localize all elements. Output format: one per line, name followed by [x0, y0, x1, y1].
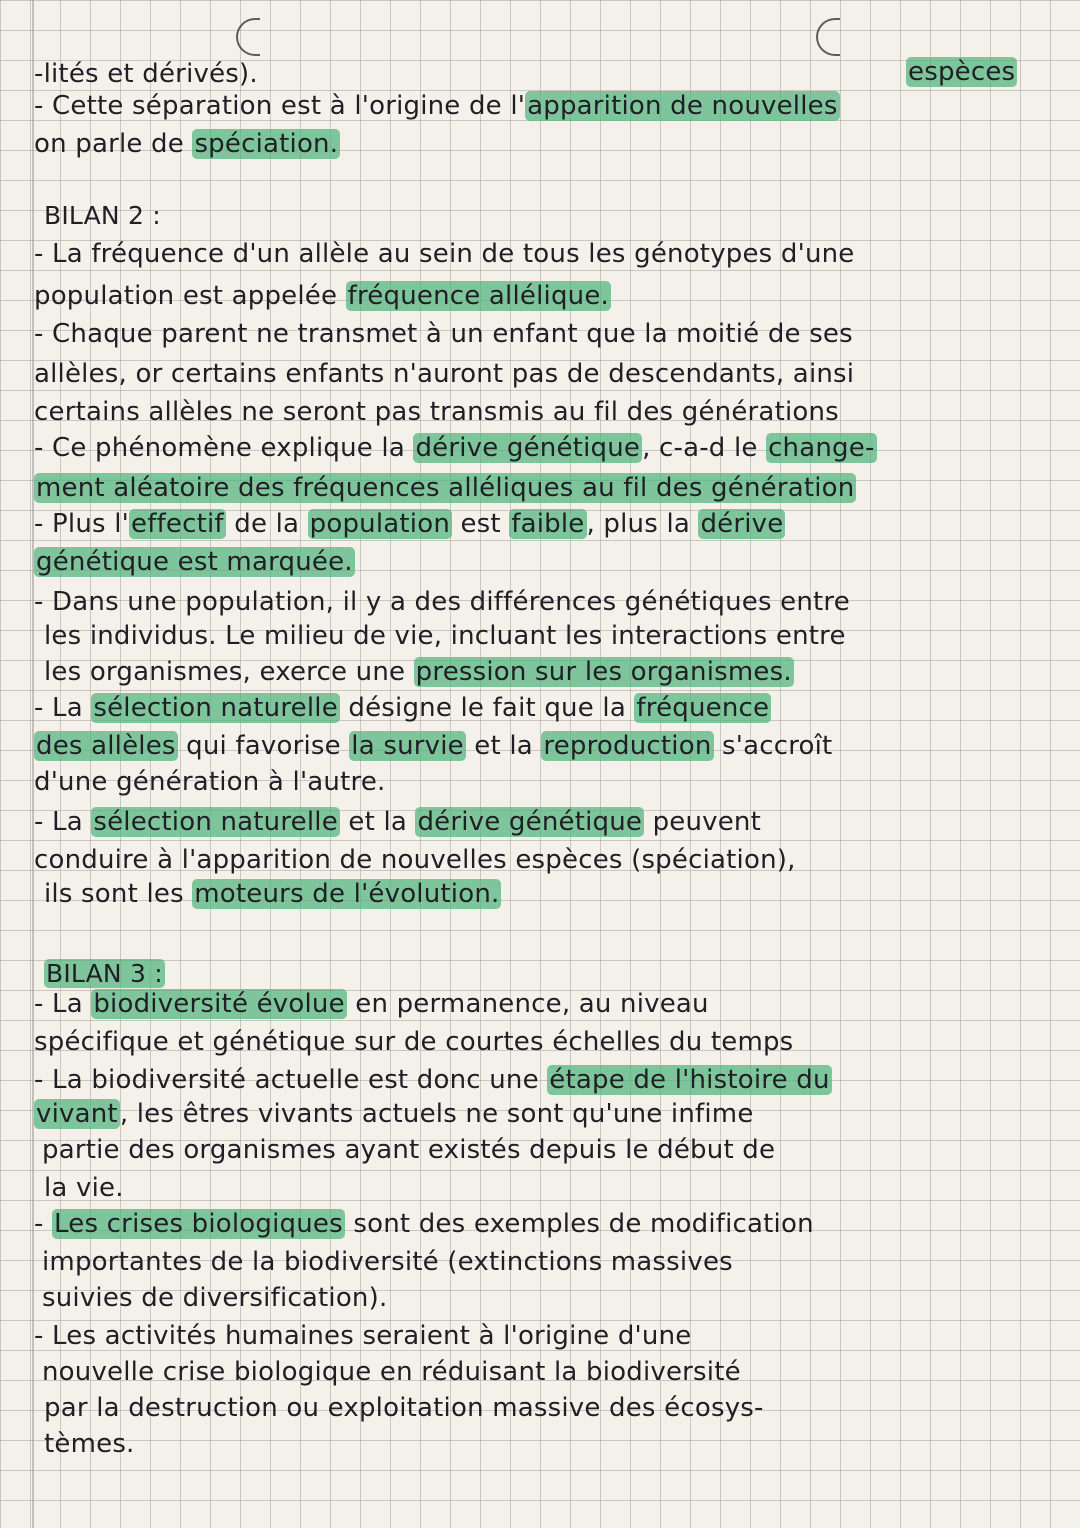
note-line: ment aléatoire des fréquences alléliques au fil des génération — [36, 473, 855, 503]
note-line: par la destruction ou exploitation massive des écosys- — [44, 1393, 764, 1423]
note-line: - Les activités humaines seraient à l'origine d'une — [34, 1321, 692, 1351]
note-line: - La sélection naturelle désigne le fait que la fréquence — [34, 693, 770, 723]
note-line: - Cette séparation est à l'origine de l'apparition de nouvelles — [34, 91, 838, 121]
note-line: population est appelée fréquence allélique. — [34, 281, 609, 311]
note-line: nouvelle crise biologique en réduisant la biodiversité — [42, 1357, 741, 1387]
note-line: - Ce phénomène explique la dérive génétique, c-a-d le change- — [34, 433, 875, 463]
note-line: - Les crises biologiques sont des exemples de modification — [34, 1209, 814, 1239]
note-line: les individus. Le milieu de vie, incluant les interactions entre — [44, 621, 846, 651]
section-heading: BILAN 2 : — [44, 201, 161, 230]
note-line: ils sont les moteurs de l'évolution. — [44, 879, 500, 909]
note-line: partie des organismes ayant existés depuis le début de — [42, 1135, 776, 1165]
note-line: - Plus l'effectif de la population est faible, plus la dérive — [34, 509, 784, 539]
note-line: suivies de diversification). — [42, 1283, 388, 1313]
note-line: les organismes, exerce une pression sur les organismes. — [44, 657, 792, 687]
note-line: spécifique et génétique sur de courtes échelles du temps — [34, 1027, 794, 1057]
note-line: certains allèles ne seront pas transmis au fil des générations — [34, 397, 839, 427]
note-line: - La biodiversité évolue en permanence, au niveau — [34, 989, 709, 1019]
note-line: - Chaque parent ne transmet à un enfant que la moitié de ses — [34, 319, 853, 349]
note-line: d'une génération à l'autre. — [34, 767, 386, 797]
binder-hole-left — [236, 18, 260, 56]
note-line: - Dans une population, il y a des différences génétiques entre — [34, 587, 850, 617]
note-line: tèmes. — [44, 1429, 135, 1459]
note-line: - La sélection naturelle et la dérive génétique peuvent — [34, 807, 762, 837]
note-line: vivant, les êtres vivants actuels ne sont qu'une infime — [36, 1099, 754, 1129]
note-line: -lités et dérivés). — [34, 59, 258, 89]
section-heading: BILAN 3 : — [46, 959, 163, 988]
note-line: conduire à l'apparition de nouvelles espèces (spéciation), — [34, 845, 796, 875]
note-line: importantes de la biodiversité (extinctions massives — [42, 1247, 733, 1277]
note-line: espèces — [908, 57, 1016, 87]
note-line: - La biodiversité actuelle est donc une étape de l'histoire du — [34, 1065, 830, 1095]
note-line: allèles, or certains enfants n'auront pas de descendants, ainsi — [34, 359, 855, 389]
note-line: on parle de spéciation. — [34, 129, 339, 159]
margin-line — [32, 0, 34, 1528]
note-line: génétique est marquée. — [36, 547, 353, 577]
note-line: - La fréquence d'un allèle au sein de tous les génotypes d'une — [34, 239, 855, 269]
binder-hole-right — [816, 18, 840, 56]
note-line: la vie. — [44, 1173, 124, 1203]
note-line: des allèles qui favorise la survie et la reproduction s'accroît — [36, 731, 833, 761]
